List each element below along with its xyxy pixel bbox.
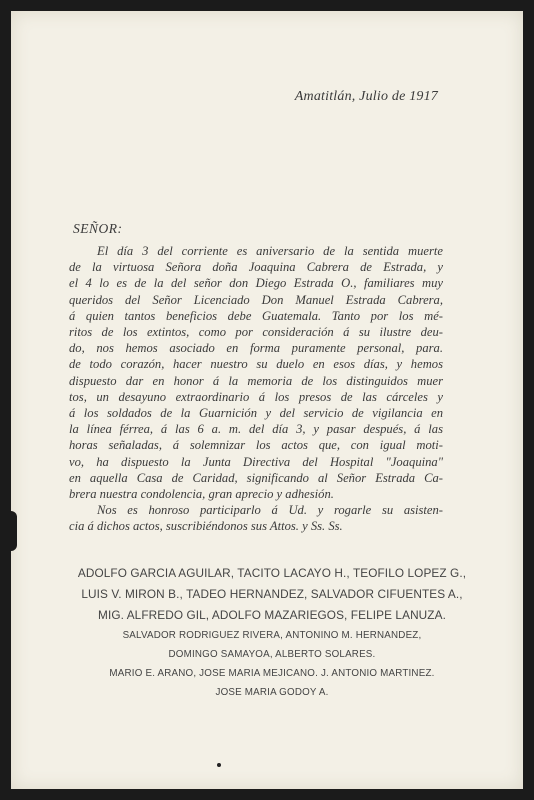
body-line: á los soldados de la Guarnición y del servicio de vigilancia en [69,406,443,421]
body-line: en aquella Casa de Caridad, significando al Señor Estrada Ca- [69,470,443,485]
body-line: cia á dichos actos, suscribiéndonos sus Attos. y Ss. Ss. [69,519,343,534]
body-line: queridos del Señor Licenciado Don Manuel Estrada Cabrera, [69,292,443,307]
salutation: SEÑOR: [73,221,123,236]
body-line: de la virtuosa Señora doña Joaquina Cabrera de Estrada, y [69,260,443,275]
body-line: El día 3 del corriente es aniversario de la sentida muerte [97,244,443,258]
signature-line: LUIS V. MIRON B., TADEO HERNANDEZ, SALVADOR CIFUENTES A., [81,587,463,601]
body-line: do, nos hemos asociado en forma puramente personal, para. [69,341,443,356]
signature-line: MIG. ALFREDO GIL, ADOLFO MAZARIEGOS, FELIPE LANUZA. [98,608,446,622]
body-line: de todo corazón, hacer nuestro su duelo en esos días, y hemos [69,357,443,372]
signature-line: DOMINGO SAMAYOA, ALBERTO SOLARES. [168,649,376,660]
signature-line: MARIO E. ARANO, JOSE MARIA MEJICANO. J. ANTONIO MARTINEZ. [109,668,435,679]
letter-body [69,243,443,535]
body-line: tos, un desayuno extraordinario á los presos de las cárceles y [69,389,443,404]
place-and-date: Amatitlán, Julio de 1917 [294,89,438,104]
body-line: el 4 lo es de la del señor don Diego Estrada O., familiares muy [69,276,443,291]
signature-line: JOSE MARIA GODOY A. [215,687,329,698]
body-line: dispuesto dar en honor á la memoria de los distinguidos muer [69,373,443,388]
body-line: á quien tantos beneficios debe Guatemala. Tanto por los mé- [69,308,443,323]
body-line: vo, ha dispuesto la Junta Directiva del Hospital "Joaquina" [69,454,443,469]
body-line: la línea férrea, á las 6 a. m. del día 3, y pasar después, á las [69,422,443,437]
letter-sheet [11,11,523,789]
signature-line: SALVADOR RODRIGUEZ RIVERA, ANTONINO M. HERNANDEZ, [122,630,422,641]
signatories [51,563,493,702]
body-line: ritos de los extintos, como por consideración á su ilustre deu- [69,325,443,340]
ink-dot [217,763,221,767]
signature-line: ADOLFO GARCIA AGUILAR, TACITO LACAYO H., TEOFILO LOPEZ G., [77,566,467,580]
torn-edge [11,511,17,551]
body-line: horas señaladas, á solemnizar los actos que, con igual moti- [69,438,443,453]
body-line: Nos es honroso participarlo á Ud. y rogarle su asisten- [97,503,443,518]
body-line: brera nuestra condolencia, gran aprecio y adhesión. [69,487,334,502]
